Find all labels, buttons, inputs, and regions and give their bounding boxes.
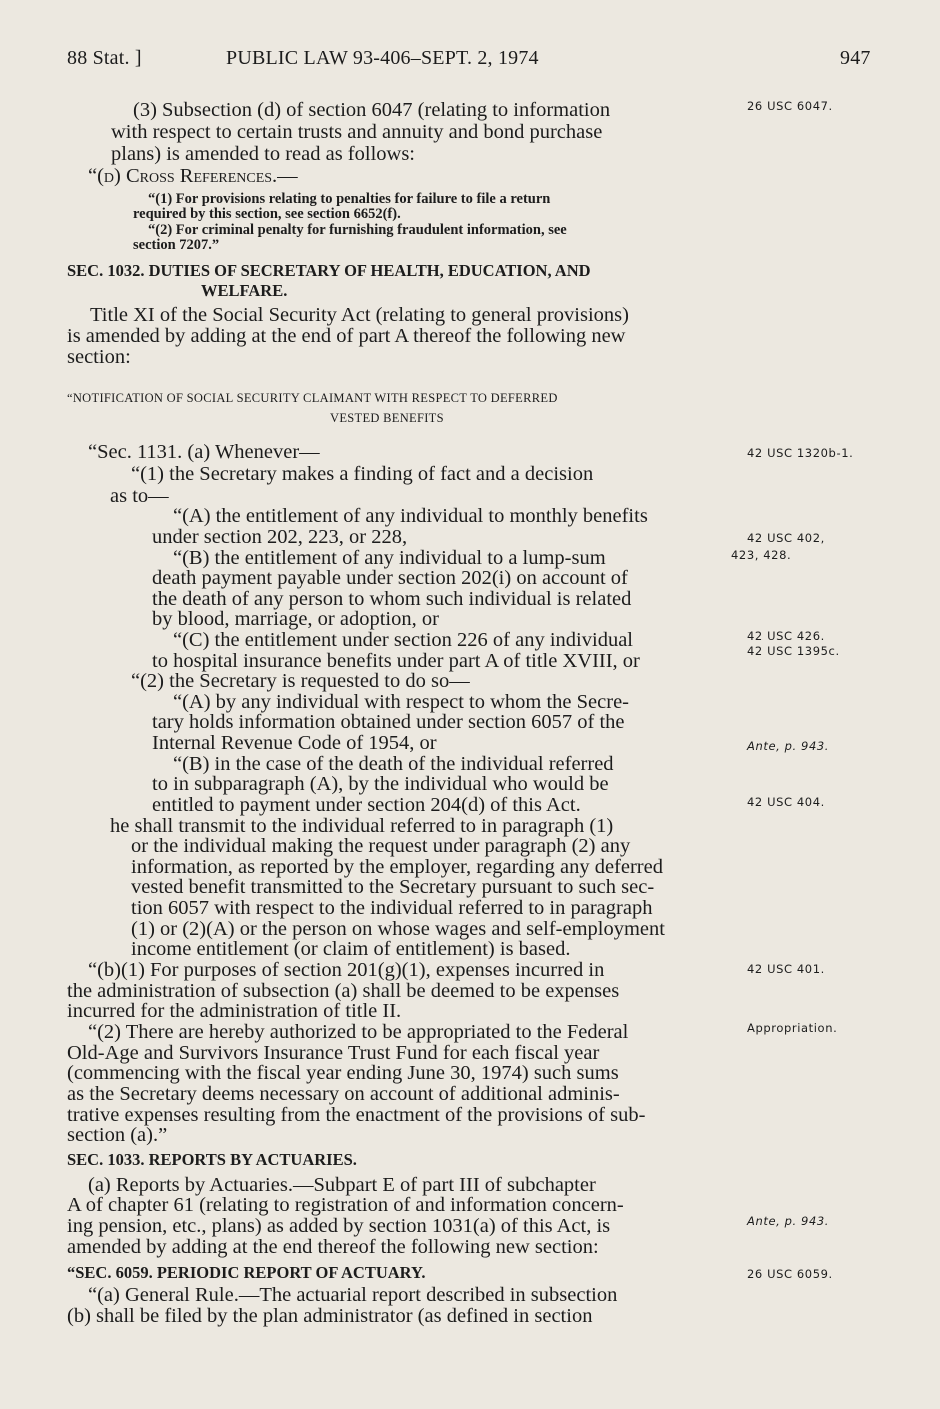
text-line: trative expenses resulting from the enactment of the provisions of sub- — [67, 1104, 646, 1126]
text-line: incurred for the administration of title II. — [67, 1000, 402, 1022]
cross-reference-line: section 7207.” — [133, 237, 220, 253]
text-line: section: — [67, 346, 131, 368]
margin-note: 26 USC 6059. — [747, 1267, 833, 1281]
text-line: “(C) the entitlement under section 226 of any individual — [173, 629, 633, 651]
text-line: the death of any person to whom such individual is related — [152, 588, 632, 610]
margin-note: Ante, p. 943. — [747, 739, 830, 753]
text-line: “(1) the Secretary makes a finding of fact and a decision — [131, 463, 594, 485]
text-line: by blood, marriage, or adoption, or — [152, 608, 439, 630]
text-line: Internal Revenue Code of 1954, or — [152, 732, 437, 754]
text-line: he shall transmit to the individual referred to in paragraph (1) — [110, 815, 614, 837]
text-line: to in subparagraph (A), by the individual who would be — [152, 773, 609, 795]
margin-note: 42 USC 401. — [747, 962, 825, 976]
text-line: section (a).” — [67, 1124, 168, 1146]
text-line: “(B) in the case of the death of the individual referred — [173, 753, 614, 775]
margin-note: 42 USC 404. — [747, 795, 825, 809]
margin-note: 423, 428. — [731, 548, 792, 562]
text-line: to hospital insurance benefits under part A of title XVIII, or — [152, 650, 640, 672]
section-heading: SEC. 1033. REPORTS BY ACTUARIES. — [67, 1150, 357, 1169]
page-number: 947 — [840, 47, 871, 69]
text-line: entitled to payment under section 204(d) of this Act. — [152, 794, 581, 816]
text-line: “(A) by any individual with respect to whom the Secre- — [173, 691, 629, 713]
text-line: “(2) There are hereby authorized to be appropriated to the Federal — [88, 1021, 629, 1043]
text-line: (a) Reports by Actuaries.—Subpart E of part III of subchapter — [88, 1174, 596, 1196]
section-heading: “SEC. 6059. PERIODIC REPORT OF ACTUARY. — [67, 1263, 426, 1282]
text-line: “(b)(1) For purposes of section 201(g)(1), expenses incurred in — [88, 959, 605, 981]
text-line: “(B) the entitlement of any individual to a lump-sum — [173, 547, 606, 569]
text-line: “(2) the Secretary is requested to do so— — [131, 670, 470, 692]
text-line: ing pension, etc., plans) as added by section 1031(a) of this Act, is — [67, 1215, 611, 1237]
new-section-caption: “NOTIFICATION OF SOCIAL SECURITY CLAIMANT WITH RESPECT TO DEFERRED — [67, 391, 558, 405]
text-line: (b) shall be filed by the plan administrator (as defined in section — [67, 1305, 593, 1327]
text-line: “(A) the entitlement of any individual to monthly benefits — [173, 505, 648, 527]
text-line: as to— — [110, 485, 169, 507]
margin-note: 42 USC 1320b-1. — [747, 446, 854, 460]
text-line: under section 202, 223, or 228, — [152, 526, 408, 548]
cross-reference-line: “(2) For criminal penalty for furnishing fraudulent information, see — [148, 222, 567, 238]
section-heading: WELFARE. — [201, 281, 288, 300]
text-line: death payment payable under section 202(i) on account of — [152, 567, 628, 589]
section-heading: SEC. 1032. DUTIES OF SECRETARY OF HEALTH, EDUCATION, AND — [67, 261, 591, 280]
text-line: is amended by adding at the end of part A thereof the following new — [67, 325, 626, 347]
text-line: A of chapter 61 (relating to registration of and information concern- — [67, 1194, 624, 1216]
text-line: tary holds information obtained under section 6057 of the — [152, 711, 625, 733]
text-line: the administration of subsection (a) shall be deemed to be expenses — [67, 980, 620, 1002]
text-line: as the Secretary deems necessary on account of additional adminis- — [67, 1083, 620, 1105]
cross-reference-line: required by this section, see section 6652(f). — [133, 206, 401, 222]
text-line: income entitlement (or claim of entitlement) is based. — [131, 938, 571, 960]
running-title: PUBLIC LAW 93-406–SEPT. 2, 1974 — [226, 47, 539, 69]
cross-reference-line: “(1) For provisions relating to penalties for failure to file a return — [148, 191, 551, 207]
text-line: with respect to certain trusts and annuity and bond purchase — [111, 121, 603, 143]
text-line: Title XI of the Social Security Act (relating to general provisions) — [90, 304, 629, 326]
text-line: vested benefit transmitted to the Secretary pursuant to such sec- — [131, 876, 655, 898]
margin-note: 42 USC 402, — [747, 531, 825, 545]
subsection-heading: “(d) Cross References.— — [88, 165, 298, 187]
margin-note: 42 USC 1395c. — [747, 644, 840, 658]
text-line: “Sec. 1131. (a) Whenever— — [88, 441, 320, 463]
text-line: (commencing with the fiscal year ending June 30, 1974) such sums — [67, 1062, 619, 1084]
text-line: or the individual making the request under paragraph (2) any — [131, 835, 631, 857]
text-line: Old-Age and Survivors Insurance Trust Fund for each fiscal year — [67, 1042, 600, 1064]
text-line: (3) Subsection (d) of section 6047 (relating to information — [133, 99, 611, 121]
volume-citation: 88 Stat. ] — [67, 47, 142, 69]
text-line: plans) is amended to read as follows: — [111, 143, 416, 165]
margin-note: Ante, p. 943. — [747, 1214, 830, 1228]
margin-note: 26 USC 6047. — [747, 99, 833, 113]
margin-note: 42 USC 426. — [747, 629, 825, 643]
text-line: tion 6057 with respect to the individual referred to in paragraph — [131, 897, 653, 919]
margin-note: Appropriation. — [747, 1021, 838, 1035]
text-line: (1) or (2)(A) or the person on whose wages and self-employment — [131, 918, 665, 940]
text-line: information, as reported by the employer, regarding any deferred — [131, 856, 663, 878]
new-section-caption: VESTED BENEFITS — [330, 411, 444, 425]
text-line: amended by adding at the end thereof the following new section: — [67, 1236, 599, 1258]
text-line: “(a) General Rule.—The actuarial report described in subsection — [88, 1284, 618, 1306]
